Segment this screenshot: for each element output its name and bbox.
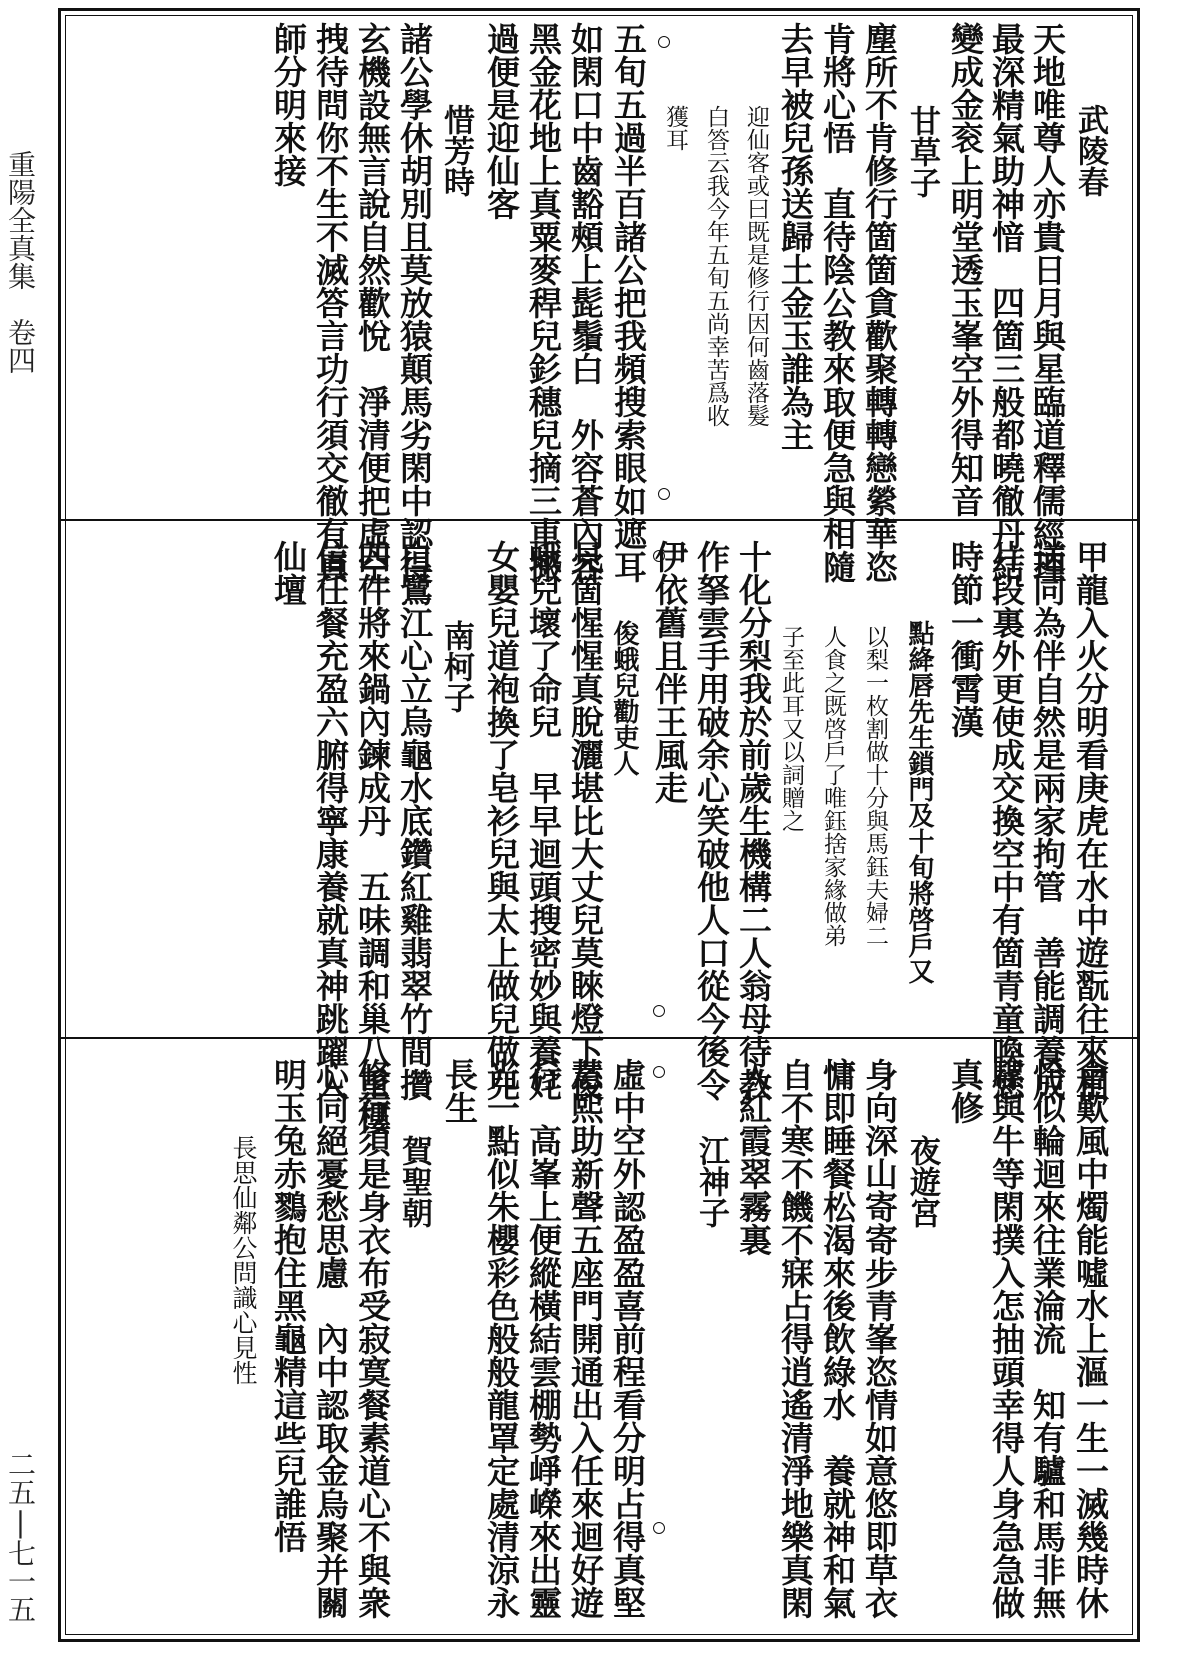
poem-title-huoer: 獲耳 [662,105,688,151]
verse-line: 騾與牛等閑撲入怎抽頭幸得人身急急做 [987,1058,1026,1619]
verse-line: 最深精氣助神愔 四箇三般都曉徹丹結 [987,22,1026,583]
verse-line: 變成金衮上明堂透玉峯空外得知音 [946,22,985,517]
annotation-line: 人食之既啓戶了唯鈺捨家緣做弟 [820,625,846,947]
verse-line: 過便是迎仙客 [482,22,521,220]
poem-title-wulingchun: 武陵春 [1072,104,1108,197]
verse-line: 修行須是身衣布受寂寞餐素道心不與衆 [353,1058,392,1619]
annotation-line: 迎仙客或曰既是修行因何齒落髮 [743,105,769,427]
verse-line: 行 高峯上便縱橫結雲棚勢崢嶸來出靈 [524,1058,563,1619]
poem-title-nankezi: 南柯子 [438,620,474,713]
verse-line: 甲龍入火分明看庚虎在水中遊翫往來相 [1071,540,1110,1101]
verse-line: 黑金花地上真粟麥稈兒釤穗兒摘三車搬 [524,22,563,583]
verse-line: 白鷺江心立烏龜水底鑽紅雞翡翠竹間攢 [395,540,434,1101]
circle-marker [653,1005,665,1017]
verse-line: 仙壇 [269,540,308,606]
verse-line: 入紅霞翠霧裏 [734,1058,773,1256]
verse-line: 光一點似朱櫻彩色般般龍罩定處清涼永 [482,1058,521,1619]
verse-line: 慵即睡餐松渴來後飲綠水 養就神和氣 [818,1058,857,1619]
verse-line: 會歎風中燭能噓水上漚一生一滅幾時休 [1071,1058,1110,1619]
annotation-line: 子至此耳又以詞贈之 [778,625,804,832]
verse-line: 明玉兔赤鷚抱住黑龜精這些兒誰悟 [269,1058,308,1553]
verse-line: 慧熙助新聲五座門開通出入任來迴好遊 [566,1058,605,1619]
verse-line: 玄機設無言說自然歡悅 淨清便把虛空 [353,22,392,583]
running-header: 重陽全真集 卷四 [4,150,37,374]
verse-line: 虛中空外認盈盈喜前程看分明占得真堅 [608,1058,647,1619]
verse-line: 信任餐充盈六腑得寧康養就真神跳躍入 [311,540,350,1101]
verse-line: 作拏雲手用破余心笑破他人口從今後令 [692,540,731,1101]
verse-line: 見箇惺惺真脫灑堪比大丈兒莫睞燈下俊 [566,540,605,1101]
poem-title-junaer: 俊蛾兒勸吏人 [609,620,639,776]
verse-line: 蛾兒壞了命兒 早早迴頭搜密妙與養姹 [524,540,563,1101]
verse-line: 四件將來鍋內鍊成丹 五味調和巢八重樓 [353,540,392,1134]
verse-line: 去早被兒孫送歸土金玉誰為主 [776,22,815,451]
verse-line: 片段裏外更使成交換空中有箇青童喚恁 [987,540,1026,1101]
verse-line: 十化分梨我於前歲生機構二人翁母待教 [734,540,773,1101]
poem-title-dianjiangchun: 點絳唇先生鎖門及十旬將啓戶又 [904,620,934,984]
poem-title-changsixian: 長思仙鄰公問識心見性 [229,1135,258,1385]
circle-marker [653,1066,665,1078]
poem-title-jiangshenzi: 江神子 [693,1135,729,1228]
verse-line: 如閑口中齒豁頰上髭鬚白 外容蒼內容 [566,22,605,583]
verse-line: 送同為伴自然是兩家拘管 善能調養成 [1028,540,1067,1101]
verse-line: 塵所不肯修行箇箇貪歡聚轉轉戀縈華恣 [860,22,899,583]
verse-line: 自不寒不饑不寐占得逍遙清淨地樂真閑 [776,1058,815,1619]
verse-line: 女嬰兒道袍換了皂衫兒與太上做兒做兒 [482,540,521,1101]
verse-line: 拽待問你不生不滅答言功行須交徹有真 [311,22,350,583]
verse-line: 五旬五過半百諸公把我頻搜索眼如遮耳 [609,22,648,583]
poem-title-xifangshi: 惜芳時 [438,104,474,197]
circle-marker [658,488,670,500]
verse-line: 時節一衝霄漢 [946,540,985,738]
circle-marker [658,36,670,48]
verse-line: 身向深山寄寄步青峯恣情如意悠即草衣 [860,1058,899,1619]
verse-line: 心同絕憂愁思慮 內中認取金烏聚并關 [311,1058,350,1619]
verse-line: 肯將心悟 直待陰公教來取便急與相隨 [818,22,857,583]
verse-line: 恰似輪迴來往業淪流 知有驢和馬非無 [1028,1058,1067,1619]
folio-number: 二五|七一五 [4,1450,37,1623]
verse-line: 真修 [946,1058,985,1124]
verse-line: 長生 [440,1058,479,1124]
poem-title-gancaozi: 甘草子 [904,105,940,198]
circle-marker [653,1522,665,1534]
verse-line: 師分明來接 [269,22,308,187]
annotation-line: 白答云我今年五旬五尚幸苦爲收 [703,105,729,427]
poem-title-yeyougong: 夜遊宮 [904,1135,940,1228]
annotation-line: 以梨一枚割做十分與馬鈺夫婦二 [862,625,888,947]
verse-line: 天地唯尊人亦貴日月與星臨道釋儒經理 [1028,22,1067,583]
verse-line: 諸公學休胡別且莫放猿顛馬劣閑中認得 [395,22,434,583]
poem-title-heshengchao: 賀聖朝 [396,1135,432,1228]
verse-line: 伊依舊且伴王風走 [650,540,689,804]
